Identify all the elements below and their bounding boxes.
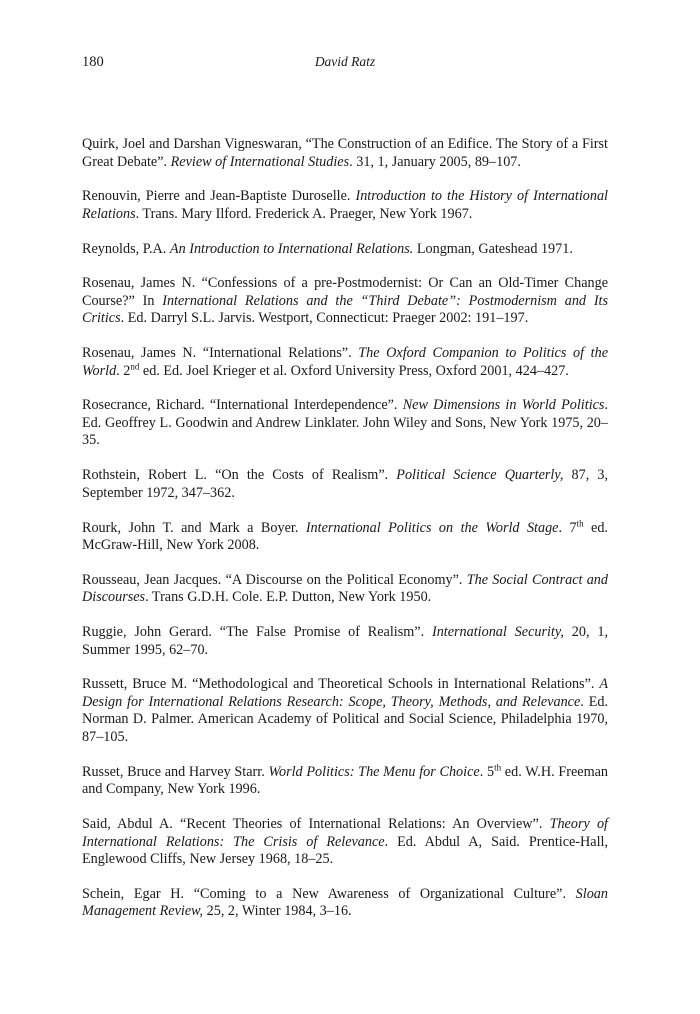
reference-title-italic: The Oxford Companion to Politics of the World	[82, 345, 608, 379]
edition-ordinal-suffix: th	[494, 762, 502, 773]
reference-text: Quirk, Joel and Darshan Vigneswaran, “The Construction of an Edifice. The Story of a First Great Debate”.	[82, 136, 608, 170]
reference-text: . Ed. Geoffrey L. Goodwin and Andrew Linklater. John Wiley and Sons, New York 1975, 20–35.	[82, 397, 608, 449]
reference-entry	[82, 188, 608, 223]
reference-entry	[82, 572, 608, 607]
reference-title-italic: Review of International Studies	[170, 153, 350, 170]
reference-text: Russet, Bruce and Harvey Starr.	[82, 763, 269, 780]
reference-entry	[82, 816, 608, 869]
reference-text: Rousseau, Jean Jacques. “A Discourse on the Political Economy”.	[82, 571, 467, 588]
reference-text: . 7	[558, 519, 577, 536]
reference-text: Rosenau, James N. “International Relations”.	[82, 345, 359, 362]
reference-text: Longman, Gateshead 1971.	[413, 240, 573, 257]
reference-text: Reynolds, P.A.	[82, 240, 170, 257]
reference-text: . Ed. Abdul A, Said. Prentice-Hall, Englewood Cliffs, New Jersey 1968, 18–25.	[82, 833, 609, 868]
reference-text: . Trans. Mary Ilford. Frederick A. Praeger, New York 1967.	[135, 205, 473, 222]
edition-ordinal-suffix: th	[576, 517, 584, 528]
page-header	[82, 54, 608, 74]
reference-title-italic: New Dimensions in World Politics	[402, 397, 605, 414]
reference-title-italic: An Introduction to International Relations.	[169, 240, 414, 257]
reference-title-italic: The Social Contract and Discourses	[82, 571, 608, 606]
reference-text: ed. McGraw-Hill, New York 2008.	[82, 519, 608, 554]
running-head-author: David Ratz	[314, 54, 376, 69]
reference-entry	[82, 886, 608, 921]
reference-text: 87, 3, September 1972, 347–362.	[82, 467, 608, 501]
reference-title-italic: A Design for International Relations Research: Scope, Theory, Methods, and Relevance	[82, 676, 608, 710]
reference-entry	[82, 764, 608, 799]
reference-text: Said, Abdul A. “Recent Theories of International Relations: An Overview”.	[82, 816, 550, 833]
reference-title-italic: International Politics on the World Stage	[305, 519, 559, 536]
reference-title-italic: World Politics: The Menu for Choice	[268, 763, 480, 780]
reference-entry	[82, 136, 608, 171]
reference-text: Russett, Bruce M. “Methodological and Theoretical Schools in International Relations”.	[82, 676, 600, 693]
reference-entry	[82, 397, 608, 450]
reference-text: ed. W.H. Freeman and Company, New York 1996.	[82, 763, 609, 798]
reference-text: 25, 2, Winter 1984, 3–16.	[203, 903, 352, 920]
reference-entry	[82, 517, 608, 555]
reference-title-italic: Political Science Quarterly,	[396, 467, 564, 484]
reference-text: 20, 1, Summer 1995, 62–70.	[82, 624, 608, 658]
reference-title-italic: Sloan Management Review,	[82, 885, 608, 920]
reference-title-italic: International Relations and the “Third Debate”: Postmodernism and Its Critics	[82, 292, 609, 327]
reference-entry	[82, 345, 608, 380]
reference-title-italic: Theory of International Relations: The Crisis of Relevance	[82, 816, 608, 850]
reference-title-italic: International Security,	[431, 624, 564, 641]
edition-ordinal-suffix: nd	[130, 360, 140, 371]
reference-text: . 31, 1, January 2005, 89–107.	[349, 153, 521, 170]
reference-entry	[82, 275, 608, 328]
reference-text: Rosenau, James N. “Confessions of a pre-Postmodernist: Or Can an Old-Timer Change Course?” In	[82, 275, 608, 309]
reference-text: Schein, Egar H. “Coming to a New Awareness of Organizational Culture”.	[82, 885, 576, 902]
reference-text: Renouvin, Pierre and Jean-Baptiste Duroselle.	[82, 188, 356, 205]
bibliography-list	[82, 136, 608, 938]
reference-text: Rourk, John T. and Mark a Boyer.	[82, 519, 306, 536]
reference-entry	[82, 676, 608, 746]
reference-text: . 5	[479, 763, 495, 780]
reference-text: Rosecrance, Richard. “International Interdependence”.	[82, 397, 403, 414]
reference-text: Rothstein, Robert L. “On the Costs of Realism”.	[82, 467, 397, 484]
reference-text: . 2	[116, 362, 131, 379]
reference-title-italic: Introduction to the History of International Relations	[82, 188, 608, 222]
reference-text: . Trans G.D.H. Cole. E.P. Dutton, New York 1950.	[145, 589, 432, 606]
page-number: 180	[82, 54, 104, 70]
reference-text: Ruggie, John Gerard. “The False Promise of Realism”.	[82, 624, 432, 641]
reference-entry	[82, 467, 608, 502]
reference-entry	[82, 241, 608, 259]
reference-text: ed. Ed. Joel Krieger et al. Oxford University Press, Oxford 2001, 424–427.	[139, 362, 569, 379]
reference-text: . Ed. Norman D. Palmer. American Academy of Political and Social Science, Philadelphia 1970, 87–105.	[82, 693, 608, 745]
reference-text: . Ed. Darryl S.L. Jarvis. Westport, Connecticut: Praeger 2002: 191–197.	[120, 310, 529, 327]
reference-entry	[82, 624, 608, 659]
